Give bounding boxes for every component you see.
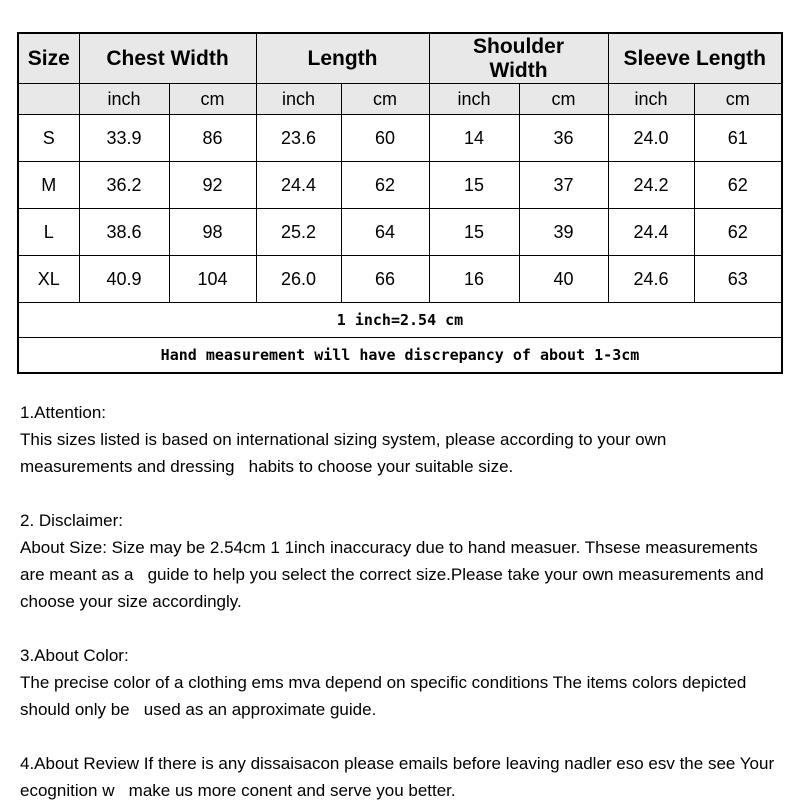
value-cell: 36 <box>519 115 608 162</box>
subheader-unit: cm <box>169 84 256 115</box>
note-attention <box>20 399 778 480</box>
size-cell: S <box>18 115 79 162</box>
subheader-unit: cm <box>694 84 782 115</box>
note-heading: 2. Disclaimer: <box>20 511 123 530</box>
value-cell: 98 <box>169 209 256 256</box>
value-cell: 40.9 <box>79 256 169 303</box>
value-cell: 62 <box>694 162 782 209</box>
subheader-unit: inch <box>429 84 519 115</box>
col-header-sleeve-length: Sleeve Length <box>608 33 782 84</box>
hand-measurement-note: Hand measurement will have discrepancy of about 1-3cm <box>18 338 782 374</box>
value-cell: 26.0 <box>256 256 341 303</box>
subheader-unit: inch <box>256 84 341 115</box>
value-cell: 24.4 <box>608 209 694 256</box>
subheader-unit: inch <box>608 84 694 115</box>
value-cell: 66 <box>341 256 429 303</box>
value-cell: 38.6 <box>79 209 169 256</box>
value-cell: 62 <box>341 162 429 209</box>
value-cell: 64 <box>341 209 429 256</box>
value-cell: 16 <box>429 256 519 303</box>
subheader-empty-cell <box>18 84 79 115</box>
value-cell: 60 <box>341 115 429 162</box>
value-cell: 36.2 <box>79 162 169 209</box>
inch-conversion-note: 1 inch=2.54 cm <box>18 303 782 338</box>
note-body: The precise color of a clothing ems mva depend on specific conditions The items colors depicted should only be used as an approximate guide. <box>20 673 752 719</box>
col-header-chest-width: Chest Width <box>79 33 256 84</box>
value-cell: 15 <box>429 209 519 256</box>
value-cell: 33.9 <box>79 115 169 162</box>
col-header-shoulder-width: Shoulder Width <box>429 33 608 84</box>
table-header-row <box>18 33 782 84</box>
notes-section <box>20 399 778 800</box>
footnote-row-inch-conversion <box>18 303 782 338</box>
value-cell: 23.6 <box>256 115 341 162</box>
value-cell: 61 <box>694 115 782 162</box>
value-cell: 40 <box>519 256 608 303</box>
value-cell: 24.4 <box>256 162 341 209</box>
value-cell: 92 <box>169 162 256 209</box>
size-chart-page <box>0 32 800 800</box>
size-cell: L <box>18 209 79 256</box>
value-cell: 39 <box>519 209 608 256</box>
note-about-review <box>20 750 778 800</box>
value-cell: 37 <box>519 162 608 209</box>
note-body: 4.About Review If there is any dissaisacon please emails before leaving nadler eso esv the see Your ecognition w make us more conent and serve you better. <box>20 754 779 800</box>
value-cell: 24.6 <box>608 256 694 303</box>
value-cell: 15 <box>429 162 519 209</box>
table-row-s <box>18 115 782 162</box>
value-cell: 62 <box>694 209 782 256</box>
subheader-unit: inch <box>79 84 169 115</box>
col-header-length: Length <box>256 33 429 84</box>
subheader-unit: cm <box>341 84 429 115</box>
value-cell: 25.2 <box>256 209 341 256</box>
note-body: About Size: Size may be 2.54cm 1 1inch inaccuracy due to hand measuer. Thsese measurements are meant as a guide to help you select the correct size.Please take your own measurements and choose your size accordingly. <box>20 538 769 611</box>
note-about-color <box>20 642 778 723</box>
value-cell: 24.2 <box>608 162 694 209</box>
table-subheader-row <box>18 84 782 115</box>
value-cell: 104 <box>169 256 256 303</box>
value-cell: 86 <box>169 115 256 162</box>
table-row-l <box>18 209 782 256</box>
size-cell: M <box>18 162 79 209</box>
col-header-size: Size <box>18 33 79 84</box>
value-cell: 14 <box>429 115 519 162</box>
subheader-unit: cm <box>519 84 608 115</box>
table-row-m <box>18 162 782 209</box>
note-heading: 1.Attention: <box>20 403 107 422</box>
size-cell: XL <box>18 256 79 303</box>
value-cell: 24.0 <box>608 115 694 162</box>
footnote-row-hand-measurement <box>18 338 782 374</box>
table-row-xl <box>18 256 782 303</box>
size-chart-table <box>17 32 783 374</box>
note-body: This sizes listed is based on international sizing system, please according to your own measurements and dressing habits to choose your suitable size. <box>20 430 672 476</box>
value-cell: 63 <box>694 256 782 303</box>
note-heading: 3.About Color: <box>20 646 129 665</box>
note-disclaimer <box>20 507 778 615</box>
